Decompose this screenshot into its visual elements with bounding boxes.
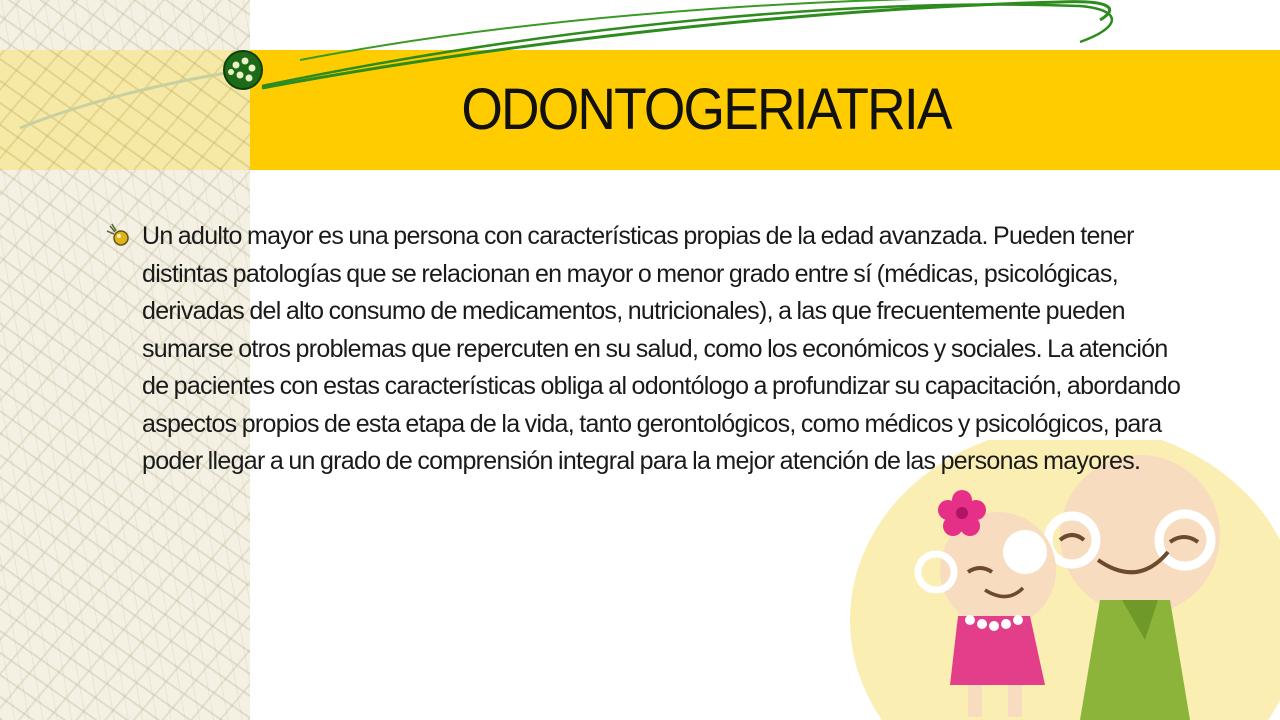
- bug-bullet-icon: [104, 222, 132, 248]
- elderly-couple-illustration: [840, 440, 1280, 720]
- body-paragraph: Un adulto mayor es una persona con características propias de la edad avanzada. Pueden tener distintas patologías que se relacionan en mayor o menor grado entre sí (médicas, psicológicas, derivadas del alto consumo de medicamentos, nutricionales), a las que frecuentemente pueden sumarse otros problemas que repercuten en su salud, como los económicos y sociales. La atención de pacientes con estas características obliga al odontólogo a profundizar su capacitación, abordando aspectos propios de esta etapa de la vida, tanto gerontológicos, como médicos y psicológicos, para poder llegar a un grado de comprensión integral para la mejor atención de las personas mayores.: [142, 222, 1181, 475]
- green-orb-icon: [224, 51, 262, 89]
- slide-title: ODONTOGERIATRIA: [461, 77, 951, 142]
